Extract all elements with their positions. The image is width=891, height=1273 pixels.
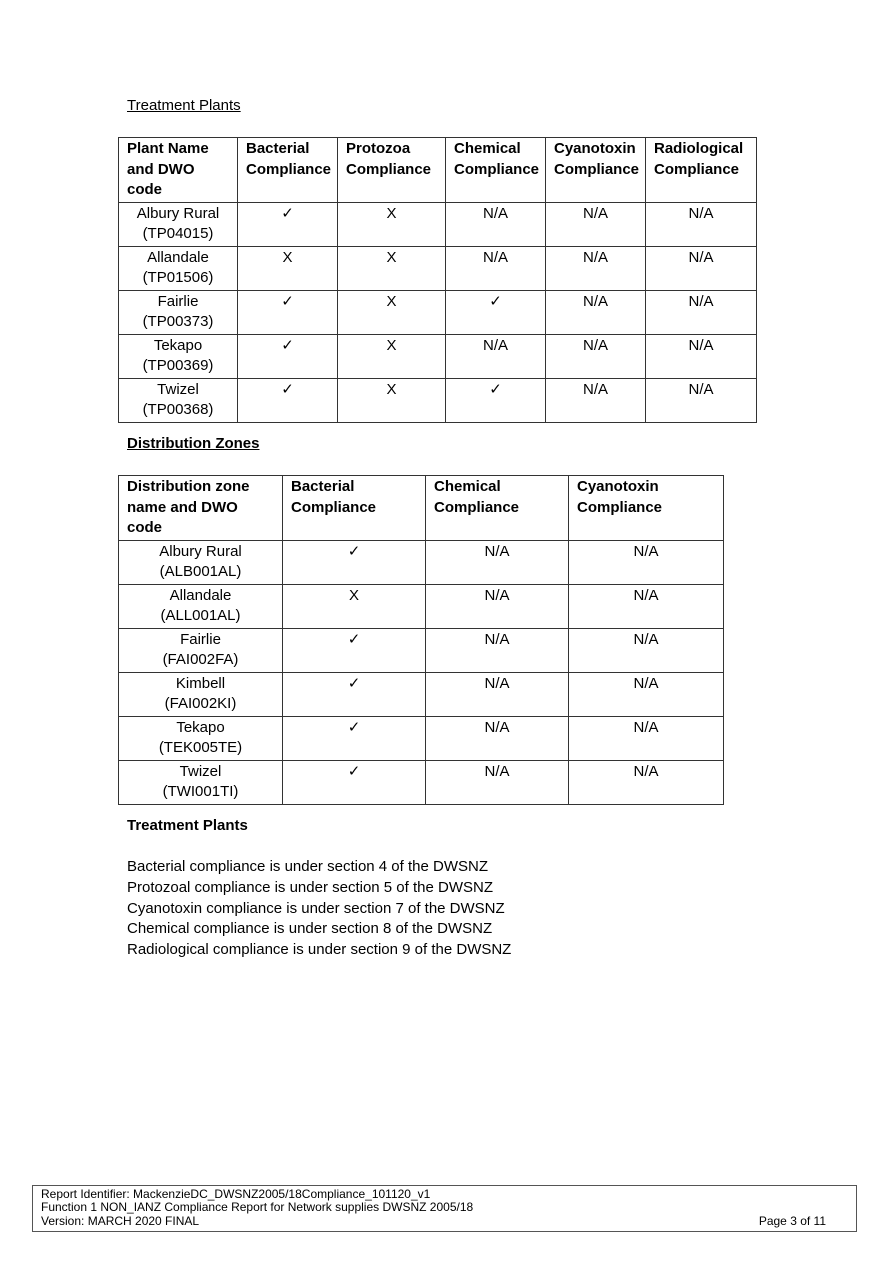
- column-header: Bacterial Compliance: [283, 476, 426, 541]
- function-line: Function 1 NON_IANZ Compliance Report for Network supplies DWSNZ 2005/18: [41, 1200, 474, 1215]
- table-row: [119, 246, 757, 290]
- table-cell: N/A: [446, 246, 546, 290]
- table-cell: N/A: [569, 716, 724, 760]
- table-cell: X: [338, 246, 446, 290]
- table-cell: ✓: [283, 760, 426, 804]
- zone-name-cell: Kimbell (FAI002KI): [119, 672, 283, 716]
- table-cell: ✓: [283, 628, 426, 672]
- table-header-row: [119, 476, 724, 541]
- plant-name-cell: Fairlie (TP00373): [119, 290, 238, 334]
- table-cell: ✓: [283, 672, 426, 716]
- table-cell: N/A: [646, 334, 757, 378]
- table-cell: N/A: [426, 672, 569, 716]
- distribution-zones-heading: Distribution Zones: [127, 435, 260, 452]
- table-cell: N/A: [569, 540, 724, 584]
- distribution-zones-table: [118, 475, 724, 805]
- table-cell: N/A: [646, 290, 757, 334]
- table-row: [119, 540, 724, 584]
- treatment-plants-table: [118, 137, 757, 423]
- version-line: Version: MARCH 2020 FINAL: [41, 1213, 200, 1228]
- column-header: Bacterial Compliance: [238, 138, 338, 203]
- table-cell: X: [338, 378, 446, 422]
- table-cell: ✓: [238, 334, 338, 378]
- table-cell: N/A: [446, 202, 546, 246]
- table-row: [119, 202, 757, 246]
- zone-name-cell: Tekapo (TEK005TE): [119, 716, 283, 760]
- table-cell: ✓: [283, 716, 426, 760]
- column-header: Plant Name and DWO code: [119, 138, 238, 203]
- table-row: [119, 760, 724, 804]
- table-cell: N/A: [426, 760, 569, 804]
- note-line: Chemical compliance is under section 8 of the DWSNZ: [127, 920, 493, 938]
- table-cell: X: [338, 290, 446, 334]
- table-row: [119, 672, 724, 716]
- table-row: [119, 584, 724, 628]
- plant-name-cell: Allandale (TP01506): [119, 246, 238, 290]
- table-header-row: [119, 138, 757, 203]
- table-cell: N/A: [569, 760, 724, 804]
- page-number: Page 3 of 11: [758, 1213, 826, 1228]
- table-cell: X: [338, 202, 446, 246]
- table-cell: N/A: [446, 334, 546, 378]
- table-cell: N/A: [426, 540, 569, 584]
- table-cell: N/A: [569, 672, 724, 716]
- table-cell: ✓: [238, 378, 338, 422]
- column-header: Chemical Compliance: [446, 138, 546, 203]
- table-cell: N/A: [569, 584, 724, 628]
- plant-name-cell: Tekapo (TP00369): [119, 334, 238, 378]
- column-header: Cyanotoxin Compliance: [546, 138, 646, 203]
- table-cell: N/A: [646, 378, 757, 422]
- treatment-plants-heading: Treatment Plants: [127, 97, 241, 114]
- column-header: Cyanotoxin Compliance: [569, 476, 724, 541]
- table-cell: N/A: [546, 378, 646, 422]
- table-cell: N/A: [646, 202, 757, 246]
- zone-name-cell: Albury Rural (ALB001AL): [119, 540, 283, 584]
- table-cell: N/A: [426, 628, 569, 672]
- table-cell: N/A: [569, 628, 724, 672]
- note-line: Protozoal compliance is under section 5 of the DWSNZ: [127, 878, 493, 896]
- zone-name-cell: Fairlie (FAI002FA): [119, 628, 283, 672]
- note-line: Cyanotoxin compliance is under section 7 of the DWSNZ: [127, 899, 505, 917]
- column-header: Radiological Compliance: [646, 138, 757, 203]
- plant-name-cell: Albury Rural (TP04015): [119, 202, 238, 246]
- table-cell: N/A: [546, 202, 646, 246]
- table-cell: ✓: [238, 202, 338, 246]
- table-cell: ✓: [283, 540, 426, 584]
- table-cell: X: [283, 584, 426, 628]
- table-row: [119, 290, 757, 334]
- notes-heading: Treatment Plants: [127, 817, 248, 834]
- table-cell: ✓: [446, 378, 546, 422]
- table-cell: N/A: [546, 334, 646, 378]
- note-line: Radiological compliance is under section 9 of the DWSNZ: [127, 941, 512, 959]
- table-cell: N/A: [546, 246, 646, 290]
- column-header: Chemical Compliance: [426, 476, 569, 541]
- compliance-notes: [127, 857, 511, 961]
- plant-name-cell: Twizel (TP00368): [119, 378, 238, 422]
- table-cell: N/A: [546, 290, 646, 334]
- table-cell: ✓: [446, 290, 546, 334]
- note-line: Bacterial compliance is under section 4 of the DWSNZ: [127, 858, 488, 875]
- table-cell: X: [238, 246, 338, 290]
- report-identifier: Report Identifier: MackenzieDC_DWSNZ2005/18Compliance_101120_v1: [41, 1187, 431, 1201]
- column-header: Protozoa Compliance: [338, 138, 446, 203]
- column-header: Distribution zone name and DWO code: [119, 476, 283, 541]
- page-footer: [32, 1185, 857, 1232]
- table-row: [119, 334, 757, 378]
- zone-name-cell: Allandale (ALL001AL): [119, 584, 283, 628]
- table-cell: N/A: [426, 584, 569, 628]
- zone-name-cell: Twizel (TWI001TI): [119, 760, 283, 804]
- table-row: [119, 628, 724, 672]
- table-cell: N/A: [426, 716, 569, 760]
- table-cell: N/A: [646, 246, 757, 290]
- table-cell: ✓: [238, 290, 338, 334]
- table-row: [119, 378, 757, 422]
- table-row: [119, 716, 724, 760]
- table-cell: X: [338, 334, 446, 378]
